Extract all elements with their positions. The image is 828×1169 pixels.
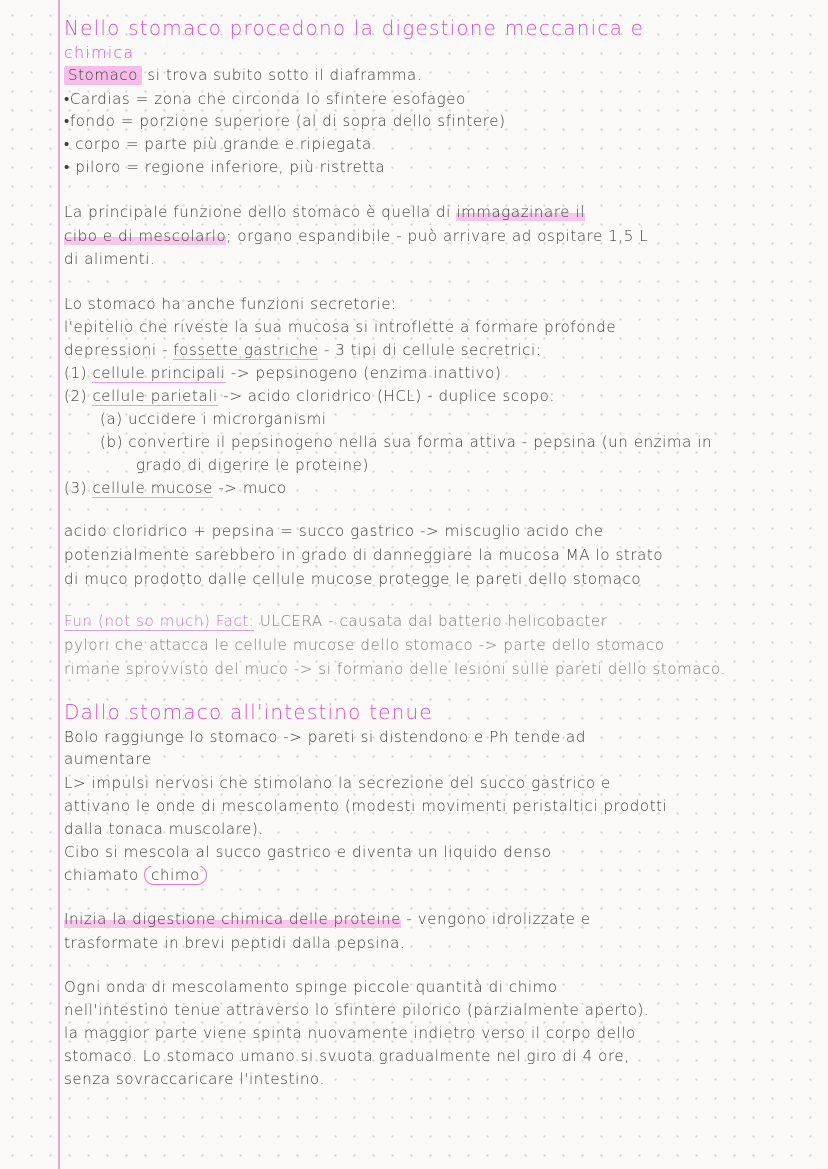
section2-line-4: attivano le onde di mescolamento (modesti movimenti peristaltici prodotti <box>64 797 668 815</box>
stomaco-highlight: Stomaco <box>64 66 142 85</box>
function-line-2 <box>64 227 804 246</box>
emptying-line-1: Ogni onda di mescolamento spinge piccole quantità di chimo <box>64 978 558 996</box>
gastric-juice-line-1: acido cloridrico + pepsina = succo gastrico -> miscuglio acido che <box>64 522 604 540</box>
stomaco-definition <box>64 66 804 85</box>
gastric-juice-line-3: di muco prodotto dalle cellule mucose protegge le pareti dello stomaco <box>64 570 642 588</box>
secretory-item-2a: (a) uccidere i microrganismi <box>100 410 327 428</box>
fun-fact-line-3: rimane sprovvisto del muco -> si formano delle lesioni sulle pareti dello stomaco. <box>64 660 726 678</box>
emptying-line-5: senza sovraccaricare l'intestino. <box>64 1070 325 1088</box>
protein-text: - vengono idrolizzate e <box>401 910 591 928</box>
emptying-line-4: stomaco. Lo stomaco umano si svuota gradualmente nel giro di 4 ore, <box>64 1047 630 1065</box>
secretory-line-1: Lo stomaco ha anche funzioni secretorie: <box>64 295 397 313</box>
fun-fact-label: Fun (not so much) Fact: <box>64 612 255 630</box>
fun-fact-text: ULCERA - causata dal batterio helicobacter <box>254 612 608 630</box>
secretory-item-3 <box>64 479 804 498</box>
fossette-gastriche-highlight: fossette gastriche <box>173 341 319 359</box>
secretory-item-2b: (b) convertire il pepsinogeno nella sua forma attiva - pepsina (un enzima in <box>100 433 713 451</box>
secretory-item-1 <box>64 364 804 383</box>
list-item-fondo: •fondo = porzione superiore (al di sopra dello sfintere) <box>64 112 506 130</box>
section2-text: chiamato <box>64 866 139 884</box>
item-text: -> pepsinogeno (enzima inattivo) <box>230 364 502 382</box>
item-number: (1) <box>64 364 88 382</box>
cellule-mucose-highlight: cellule mucose <box>92 479 213 497</box>
section2-line-2: aumentare <box>64 750 152 768</box>
section2-line-7 <box>64 866 804 885</box>
secretory-line-2: l'epitelio che riveste la sua mucosa si introflette a formare profonde <box>64 318 617 336</box>
section-title: Dallo stomaco all'intestino tenue <box>64 700 433 724</box>
section2-line-5: dalla tonaca muscolare). <box>64 820 264 838</box>
fun-fact-line-1 <box>64 612 804 631</box>
list-item-cardias: •Cardias = zona che circonda lo sfintere esofageo <box>64 90 466 108</box>
section2-line-1: Bolo raggiunge lo stomaco -> pareti si distendono e Ph tende ad <box>64 728 586 746</box>
cellule-parietali-highlight: cellule parietali <box>92 387 218 405</box>
function-line-1 <box>64 203 804 222</box>
stomaco-definition-text: si trova subito sotto il diaframma. <box>147 66 423 84</box>
function-text: La principale funzione dello stomaco è quella di <box>64 203 451 221</box>
cellule-principali-highlight: cellule principali <box>92 364 226 382</box>
secretory-item-2b-continued: grado di digerire le proteine) <box>136 456 369 474</box>
secretory-item-2 <box>64 387 804 406</box>
emptying-line-2: nell'intestino tenue attraverso lo sfintere pilorico (parzialmente aperto). <box>64 1001 650 1019</box>
protein-highlight: Inizia la digestione chimica delle proteine <box>64 910 402 928</box>
secretory-text-2: - 3 tipi di cellule secretrici: <box>323 341 542 359</box>
item-number: (3) <box>64 479 88 497</box>
list-item-piloro: • piloro = regione inferiore, più ristretta <box>64 158 386 176</box>
function-line-3: di alimenti. <box>64 250 156 268</box>
secretory-line-3 <box>64 341 804 360</box>
function-highlight-1: immagazinare il <box>456 203 585 221</box>
function-highlight-2: cibo e di mescolarlo <box>64 227 227 245</box>
gastric-juice-line-2: potenzialmente sarebbero in grado di danneggiare la mucosa MA lo strato <box>64 546 664 564</box>
function-text-2: ; organo espandibile - può arrivare ad ospitare 1,5 L <box>226 227 649 245</box>
list-item-corpo: • corpo = parte più grande e ripiegata <box>64 135 372 153</box>
chimo-circled-term: chimo <box>144 866 207 885</box>
item-number: (2) <box>64 387 88 405</box>
protein-line-2: trasformate in brevi peptidi dalla pepsina. <box>64 934 406 952</box>
protein-line-1 <box>64 910 804 929</box>
page-title: Nello stomaco procedono la digestione meccanica e <box>64 16 645 40</box>
page-title-continued: chimica <box>64 44 135 62</box>
section2-line-3: L> impulsi nervosi che stimolano la secrezione del succo gastrico e <box>64 774 611 792</box>
item-text: -> acido cloridrico (HCL) - duplice scopo: <box>223 387 556 405</box>
section2-line-6: Cibo si mescola al succo gastrico e diventa un liquido denso <box>64 843 552 861</box>
emptying-line-3: la maggior parte viene spinta nuovamente indietro verso il corpo dello <box>64 1024 636 1042</box>
item-text: -> muco <box>218 479 287 497</box>
fun-fact-line-2: pylori che attacca le cellule mucose dello stomaco -> parte dello stomaco <box>64 636 665 654</box>
secretory-text: depressioni - <box>64 341 168 359</box>
